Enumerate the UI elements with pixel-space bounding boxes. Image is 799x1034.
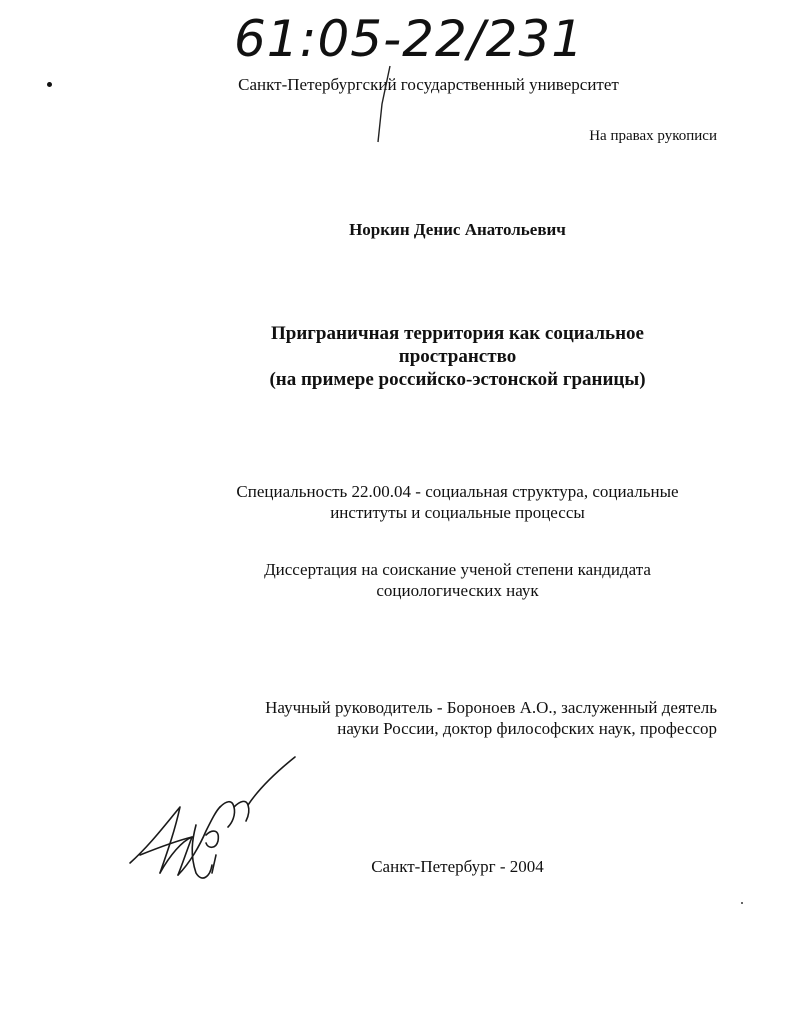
scan-speck xyxy=(741,902,743,904)
title-line-1: Приграничная территория как социальное xyxy=(271,323,644,344)
handwritten-archive-code xyxy=(232,6,585,70)
degree-line-2: социологических наук xyxy=(376,581,539,600)
specialty-block xyxy=(0,481,799,523)
degree-statement xyxy=(0,559,799,601)
university-name: Санкт-Петербургский государственный университет xyxy=(238,75,619,94)
dissertation-title xyxy=(0,322,799,391)
handwritten-code-svg xyxy=(232,6,585,70)
degree-line-1: Диссертация на соискание ученой степени кандидата xyxy=(264,560,651,579)
handwritten-code-text: 61:05-22/231 xyxy=(234,10,585,68)
manuscript-rights-note: На правах рукописи xyxy=(589,128,717,144)
specialty-line-1: Специальность 22.00.04 - социальная структура, социальные xyxy=(236,482,679,501)
title-line-3: (на примере российско-эстонской границы) xyxy=(269,369,646,390)
scientific-advisor xyxy=(265,697,717,739)
advisor-line-1: Научный руководитель - Бороноев А.О., заслуженный деятель xyxy=(265,698,717,717)
place-and-year: Санкт-Петербург - 2004 xyxy=(371,857,544,876)
specialty-line-2: институты и социальные процессы xyxy=(330,503,585,522)
author-name: Норкин Денис Анатольевич xyxy=(349,220,566,239)
advisor-line-2: науки России, доктор философских наук, профессор xyxy=(337,719,717,738)
pen-stroke-mark xyxy=(360,64,400,144)
title-line-2: пространство xyxy=(398,346,517,367)
